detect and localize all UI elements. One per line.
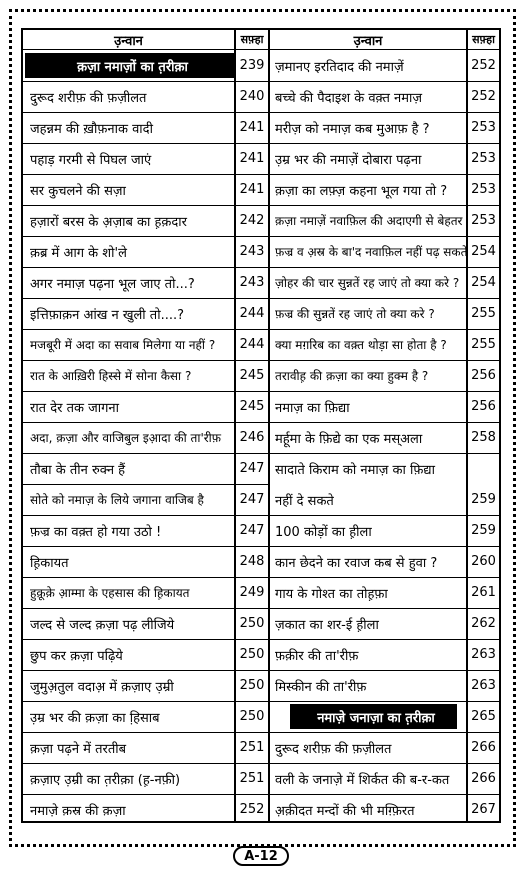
contents-entry-page: 255 xyxy=(471,306,496,321)
contents-entry-title: गाय के गोश्त का तोह़फ़ा xyxy=(275,586,388,602)
contents-entry-page: 263 xyxy=(471,647,496,662)
contents-entry-title: नमाज़ का फ़िद्या xyxy=(275,400,350,416)
page-number-badge: A-12 xyxy=(233,846,289,866)
contents-entry-title: वली के जनाज़े में शिर्कत की ब-र-कत xyxy=(275,772,450,788)
contents-entry-page: 251 xyxy=(239,771,265,786)
contents-entry-title: क़ज़ाए उ़म्री का त़रीक़ा (ह़-नफ़ी) xyxy=(30,772,181,788)
contents-entry-page: 255 xyxy=(471,337,496,352)
contents-entry-page: 256 xyxy=(471,368,496,383)
contents-entry-title: सादाते किराम को नमाज़ का फ़िद्या xyxy=(275,462,435,478)
contents-entry-page: 259 xyxy=(471,492,496,507)
contents-entry-title: सोते को नमाज़ के लिये जगाना वाजिब है xyxy=(30,493,204,507)
contents-entry-page: 253 xyxy=(471,182,496,197)
contents-entry-title: फ़ज्र का वक़्त हो गया उठो ! xyxy=(30,524,162,540)
contents-entry-page: 243 xyxy=(239,275,265,290)
contents-entry-page: 246 xyxy=(239,430,265,445)
contents-entry-page: 266 xyxy=(471,740,496,755)
contents-entry-page: 241 xyxy=(239,120,265,135)
section-heading: नमाज़े जनाज़ा का त़रीक़ा xyxy=(290,704,457,729)
contents-entry-page: 263 xyxy=(471,678,496,693)
contents-entry-title: मजबूरी में अदा का सवाब मिलेगा या नहीं ? xyxy=(30,338,216,352)
contents-entry-page: 244 xyxy=(239,306,265,321)
contents-entry-page: 243 xyxy=(239,244,265,259)
contents-entry-title: हुक़ूक़े आ़म्मा के एहसास की ह़िकायत xyxy=(30,586,190,600)
contents-entry-page: 251 xyxy=(239,740,265,755)
contents-entry-page: 239 xyxy=(239,58,265,73)
contents-entry-page: 259 xyxy=(471,523,496,538)
contents-entry-page: 254 xyxy=(471,275,496,290)
contents-entry-title: फ़क़ीर की ता'रीफ़ xyxy=(275,648,359,664)
contents-entry-page: 252 xyxy=(239,802,265,817)
contents-entry-title: जुमुअ़तुल वदाअ़ में क़ज़ाए उ़म्री xyxy=(30,679,174,695)
contents-entry-page: 258 xyxy=(471,430,496,445)
contents-entry-page: 247 xyxy=(239,523,265,538)
contents-entry-page: 262 xyxy=(471,616,496,631)
contents-entry-title: पहाड़ गरमी से पिघल जाएं xyxy=(30,152,152,168)
contents-entry-title: नमाज़े क़स्र की क़ज़ा xyxy=(30,803,126,819)
contents-entry-title: फ़ज्र व अ़स्र के बा'द नवाफ़िल नहीं पढ़ सकते xyxy=(275,245,468,259)
contents-entry-page: 247 xyxy=(239,492,265,507)
contents-entry-page: 253 xyxy=(471,213,496,228)
contents-entry-title: फ़ज्र की सुन्नतें रह जाएं तो क्या करे ? xyxy=(275,307,435,321)
contents-entry-page: 250 xyxy=(239,678,265,693)
contents-entry-page: 253 xyxy=(471,120,496,135)
contents-entry-title: ज़कात का शर-ई ह़ीला xyxy=(275,617,379,633)
contents-entry-title: मिस्कीन की ता'रीफ़ xyxy=(275,679,367,695)
contents-entry-page: 266 xyxy=(471,771,496,786)
contents-entry-title: ज़ोहर की चार सुन्नतें रह जाएं तो क्या करे ? xyxy=(275,276,460,290)
contents-entry-title: क़ज़ा नमाज़ें नवाफ़िल की अदाएगी से बेहतर xyxy=(275,214,463,228)
contents-entry-page: 254 xyxy=(471,244,496,259)
contents-entry-page: 250 xyxy=(239,709,265,724)
contents-entry-page: 267 xyxy=(471,802,496,817)
contents-entry-title: मर्हूमा के फ़िद्ये का एक मस्अला xyxy=(275,431,423,447)
contents-entry-page: 249 xyxy=(239,585,265,600)
contents-entry-title: हज़ारों बरस के अ़ज़ाब का ह़क़दार xyxy=(30,214,187,230)
contents-entry-title: रात देर तक जागना xyxy=(30,400,120,416)
contents-entry-page: 244 xyxy=(239,337,265,352)
contents-entry-title: दुरूद शरीफ़ की फ़ज़ीलत xyxy=(275,741,392,757)
contents-entry-page: 245 xyxy=(239,399,265,414)
contents-entry-title: अगर नमाज़ पढ़ना भूल जाए तो...? xyxy=(30,276,195,292)
contents-entry-title: जहन्नम की ख़ौफ़नाक वादी xyxy=(30,121,153,137)
left-page-header: सफ़्हा xyxy=(240,33,264,46)
contents-entry-title: छुप कर क़ज़ा पढ़िये xyxy=(30,648,123,664)
contents-entry-title: अ़क़ीदत मन्दों की भी मग़्फ़िरत xyxy=(275,803,415,819)
contents-entry-title: क़ज़ा का लफ़्ज़ कहना भूल गया तो ? xyxy=(275,183,448,199)
contents-entry-page: 241 xyxy=(239,182,265,197)
contents-entry-title: तौबा के तीन रुक्न हैं xyxy=(30,462,126,478)
contents-entry-title: कान छेदने का रवाज कब से हुवा ? xyxy=(275,555,438,571)
contents-entry-title: जल्द से जल्द क़ज़ा पढ़ लीजिये xyxy=(30,617,175,633)
contents-entry-title: क़ज़ा पढ़ने में तरतीब xyxy=(30,741,127,757)
contents-entry-title: नहीं दे सकते xyxy=(275,493,334,509)
contents-entry-title: बच्चे की पैदाइश के वक़्त नमाज़ xyxy=(275,90,423,106)
contents-entry-page: 256 xyxy=(471,399,496,414)
contents-entry-page: 245 xyxy=(239,368,265,383)
contents-entry-title: ह़िकायत xyxy=(30,555,69,571)
contents-entry-page: 248 xyxy=(239,554,265,569)
contents-entry-page: 260 xyxy=(471,554,496,569)
contents-entry-title: दुरूद शरीफ़ की फ़ज़ीलत xyxy=(30,90,147,106)
contents-entry-title: इत्तिफ़ाक़न आंख न खुली तो....? xyxy=(30,307,185,323)
contents-entry-title: रात के आख़िरी हिस्से में सोना कैसा ? xyxy=(30,369,192,383)
contents-entry-title: तरावीह़ की क़ज़ा का क्या हुक्म है ? xyxy=(275,369,429,383)
section-heading: क़ज़ा नमाज़ों का त़रीक़ा xyxy=(25,53,235,78)
contents-entry-title: 100 कोड़ों का ह़ीला xyxy=(275,524,372,540)
contents-entry-page: 247 xyxy=(239,461,265,476)
contents-entry-title: मरीज़ को नमाज़ कब मुआफ़ है ? xyxy=(275,121,430,137)
contents-entry-page: 253 xyxy=(471,151,496,166)
contents-entry-page: 252 xyxy=(471,58,496,73)
contents-entry-page: 261 xyxy=(471,585,496,600)
contents-entry-title: क़ब्र में आग के शो'ले xyxy=(30,245,127,261)
row-divider xyxy=(268,701,499,702)
contents-entry-page: 265 xyxy=(471,709,496,724)
contents-entry-page: 242 xyxy=(239,213,265,228)
contents-entry-page xyxy=(468,453,499,484)
contents-entry-page: 252 xyxy=(471,89,496,104)
right-page-header: सफ़्हा xyxy=(472,33,495,46)
contents-entry-title: उ़म्र भर की नमाज़ें दोबारा पढ़ना xyxy=(275,152,422,168)
contents-entry-title: उ़म्र भर की क़ज़ा का हि़साब xyxy=(30,710,160,726)
left-title-header: उ़न्वान xyxy=(114,33,143,49)
contents-entry-page: 241 xyxy=(239,151,265,166)
contents-entry-page: 240 xyxy=(239,89,265,104)
contents-entry-title: क्या मग़रिब का वक़्त थोड़ा सा होता है ? xyxy=(275,338,447,352)
contents-entry-title: ज़मानए इरतिदाद की नमाज़ें xyxy=(275,59,404,75)
contents-entry-title: अदा, क़ज़ा और वाजिबुल इआ़दा की ता'रीफ़ xyxy=(30,431,222,445)
contents-entry-title: सर कुचलने की सज़ा xyxy=(30,183,126,199)
right-title-header: उ़न्वान xyxy=(353,33,383,49)
contents-entry-page: 250 xyxy=(239,647,265,662)
contents-table xyxy=(21,28,501,823)
contents-entry-page: 250 xyxy=(239,616,265,631)
